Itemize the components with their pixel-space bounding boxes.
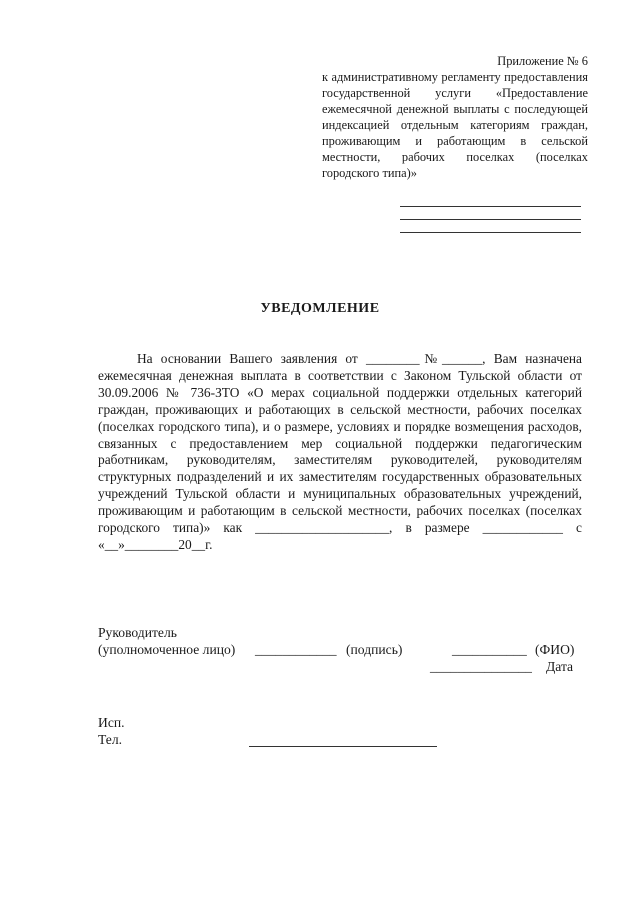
name-label: (ФИО) (535, 642, 575, 657)
executor-label: Исп. (98, 715, 125, 730)
phone-label: Тел. (98, 732, 123, 747)
signature-label: (подпись) (346, 642, 403, 657)
date-blank: _______________ (430, 659, 532, 674)
appendix-block (322, 53, 588, 181)
signature-blank: ____________ (255, 642, 337, 657)
appendix-text: к административному регламенту предоставления государственной услуги «Предоставление ежемесячной денежной выплаты с последующей индексацией отдельным категориям граждан, проживающим и работающим в сельской местности, рабочих поселках (поселках городского типа)» (322, 70, 588, 180)
addressee-line-2 (400, 219, 581, 220)
appendix-title: Приложение № 6 (497, 54, 588, 68)
head-label: Руководитель (98, 625, 177, 640)
document-title: УВЕДОМЛЕНИЕ (260, 301, 380, 316)
addressee-line-1 (400, 206, 581, 207)
phone-line (249, 746, 437, 747)
authorized-label: (уполномоченное лицо) (98, 642, 236, 657)
name-blank: ___________ (452, 642, 527, 657)
notification-body: На основании Вашего заявления от ________№______, Вам назначена ежемесячная денежная выплата в соответствии с Законом Тульской области от 30.09.2006 № 736-ЗТО «О мерах социальной поддержки отдельных категорий граждан, проживающих и работающих в сельской местности, рабочих поселках (поселках городского типа), и о размере, условиях и порядке возмещения расходов, связанных с предоставлением мер социальной поддержки педагогическим работникам, руководителям, заместителям руководителей, руководителям структурных подразделений и их заместителям государственных образовательных учреждений Тульской области и муниципальных образовательных учреждений, проживающим и работающим в сельской местности, рабочих поселках (поселках городского типа)» как ____________________, в размере ____________ с «__»________20__г. (98, 351, 582, 552)
date-label: Дата (546, 659, 574, 674)
addressee-line-3 (400, 232, 581, 233)
